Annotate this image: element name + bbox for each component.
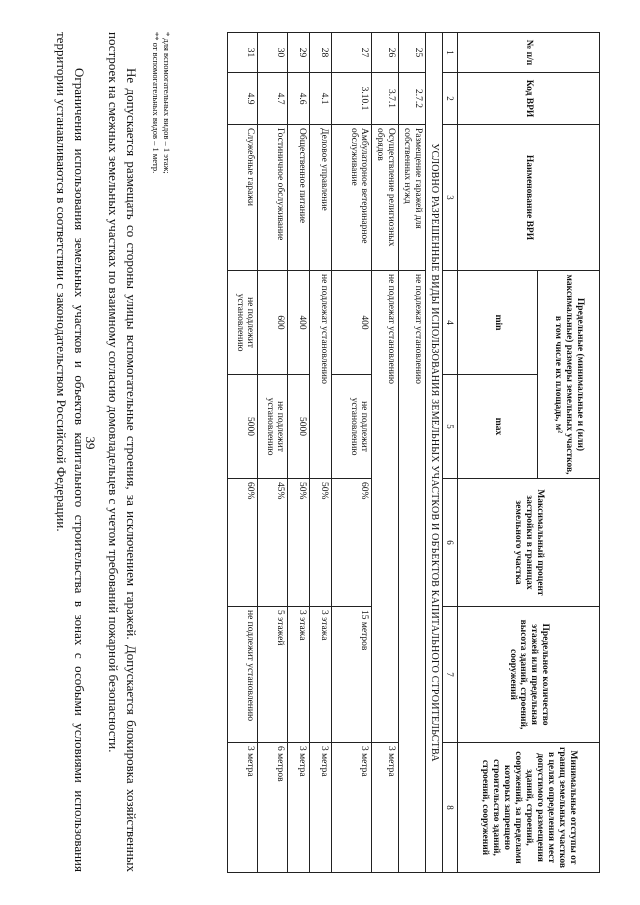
row-code: 4.9: [228, 73, 258, 125]
column-number: 4: [442, 271, 457, 375]
header-setback: Минимальные отступы от границ земельных участков в целях определения мест допустимого размещения зданий, строений, сооружений, за пределами которых запрещено строительство зданий, строений, сооружений: [458, 743, 600, 873]
row-name: Амбулаторное ветеринарное обслуживание: [332, 125, 372, 271]
row-name: Общественное питание: [288, 125, 310, 271]
row-floors: 5 этажей: [258, 607, 288, 743]
row-floors: 3 этажа: [310, 607, 332, 743]
row-floors: не подлежит установлению: [228, 607, 258, 743]
row-coverage: 50%: [310, 479, 332, 607]
row-max: не подлежит установлению: [332, 375, 372, 479]
column-number: 7: [442, 607, 457, 743]
row-min: 400: [332, 271, 372, 375]
row-num: 31: [228, 33, 258, 73]
header-size-group: Предельные (минимальные и (или) максимальные) размеры земельных участков, в том числе их площадь, м²: [538, 271, 600, 479]
column-number: 3: [442, 125, 457, 271]
row-max: не подлежит установлению: [258, 375, 288, 479]
column-number: 5: [442, 375, 457, 479]
column-number: 8: [442, 743, 457, 873]
row-code: 3.7.1: [372, 73, 399, 125]
row-merged-value: не подлежат установлению: [399, 271, 426, 873]
column-number: 2: [442, 73, 457, 125]
header-min: min: [458, 271, 538, 375]
row-setback: 3 метра: [228, 743, 258, 873]
footnote: ** от вспомогательных видов – 1 метр.: [151, 32, 162, 174]
table-header-row: [538, 33, 600, 873]
footnotes: [151, 32, 172, 872]
row-floors: 15 метров: [332, 607, 372, 743]
paragraph: Ограничения использования земельных участков и объектов капитального строительства в зонах с особыми условиями использования территории устанавливаются в соответствии с законодательством Российской Федерации.: [54, 32, 87, 872]
row-name: Осуществление религиозных обрядов: [372, 125, 399, 271]
row-code: 4.7: [258, 73, 288, 125]
row-num: 27: [332, 33, 372, 73]
row-name: Размещение гаражей для собственных нужд: [399, 125, 426, 271]
section-title: УСЛОВНО РАЗРЕШЕННЫЕ ВИДЫ ИСПОЛЬЗОВАНИЯ ЗЕМЕЛЬНЫХ УЧАСТКОВ И ОБЪЕКТОВ КАПИТАЛЬНОГО СТРОИТЕЛЬСТВА: [426, 33, 443, 873]
row-merged-minmax: не подлежат установлению: [310, 271, 332, 479]
table-row: [372, 33, 399, 873]
footnote: * для вспомогательных видов – 1 этаж;: [162, 32, 172, 174]
column-number: 1: [442, 33, 457, 73]
row-floors: 3 этажа: [288, 607, 310, 743]
table-row: [399, 33, 426, 873]
row-merged-value: не подлежат установлению: [372, 271, 399, 743]
row-name: Гостиничное обслуживание: [258, 125, 288, 271]
row-num: 25: [399, 33, 426, 73]
row-name: Служебные гаражи: [228, 125, 258, 271]
row-min: 600: [258, 271, 288, 375]
row-code: 3.10.1: [332, 73, 372, 125]
row-max: 5000: [288, 375, 310, 479]
row-coverage: 45%: [258, 479, 288, 607]
column-number: 6: [442, 479, 457, 607]
rotated-content: [40, 32, 600, 872]
row-num: 30: [258, 33, 288, 73]
table-row: [332, 33, 372, 873]
row-code: 4.6: [288, 73, 310, 125]
header-floors: Предельное количество этажей или предельная высота зданий, строений, сооружений: [458, 607, 600, 743]
row-num: 28: [310, 33, 332, 73]
row-code: 2.7.2: [399, 73, 426, 125]
row-max: 5000: [228, 375, 258, 479]
header-code: Код ВРИ: [458, 73, 600, 125]
header-num: № п/п: [458, 33, 600, 73]
regulations-table: [227, 32, 600, 873]
column-number-row: [442, 33, 457, 873]
row-code: 4.1: [310, 73, 332, 125]
table-row: [288, 33, 310, 873]
header-name: Наименование ВРИ: [458, 125, 600, 271]
row-min: не подлежит установлению: [228, 271, 258, 375]
row-setback: 6 метров: [258, 743, 288, 873]
page-number: 39: [83, 436, 98, 450]
row-setback: 3 метра: [288, 743, 310, 873]
row-coverage: 50%: [288, 479, 310, 607]
row-min: 400: [288, 271, 310, 375]
table-row: [258, 33, 288, 873]
row-num: 26: [372, 33, 399, 73]
header-max: max: [458, 375, 538, 479]
row-setback: 3 метра: [372, 743, 399, 873]
table-row: [310, 33, 332, 873]
row-setback: 3 метра: [332, 743, 372, 873]
row-coverage: 60%: [228, 479, 258, 607]
header-coverage: Максимальный процент застройки в границах земельного участка: [458, 479, 600, 607]
paragraph: Не допускается размещать со стороны улицы вспомогательные строения, за исключением гаражей. Допускается блокировка хозяйственных построек на смежных земельных участках по взаимному согласию домовладельцев с учетом требований пожарной безопасности.: [106, 32, 139, 872]
row-name: Деловое управление: [310, 125, 332, 271]
section-title-row: [426, 33, 443, 873]
table-row: [228, 33, 258, 873]
row-num: 29: [288, 33, 310, 73]
row-coverage: 60%: [332, 479, 372, 607]
row-setback: 3 метра: [310, 743, 332, 873]
